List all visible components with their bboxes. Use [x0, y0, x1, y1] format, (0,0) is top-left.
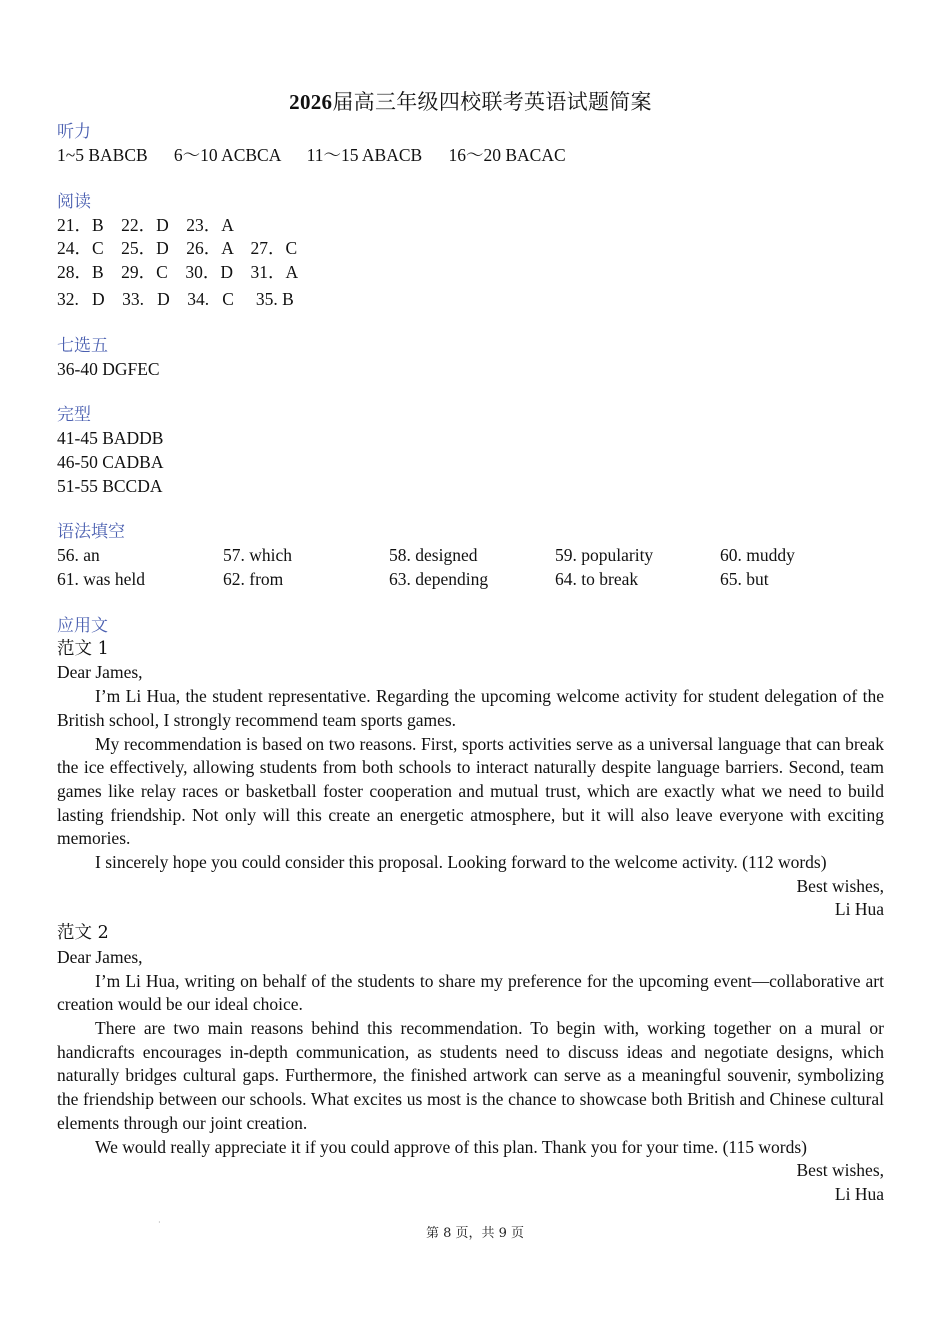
essay-signature: Li Hua — [834, 899, 884, 920]
grammar-item: 64. to break — [555, 569, 639, 590]
reading-heading: 阅读 — [57, 191, 91, 212]
answer-sheet — [57, 88, 884, 1207]
essay-label: 范文 1 — [57, 638, 109, 659]
essay-paragraph: I’m Li Hua, the student representative. Regarding the upcoming welcome activity for student delegation of the British school, I strongly recommend team sports games. — [57, 686, 884, 730]
listening-heading: 听力 — [57, 122, 91, 142]
essay-signature: Li Hua — [834, 1183, 884, 1204]
stray-dot: · — [158, 1218, 161, 1227]
essay-greeting: Dear James, — [57, 946, 143, 967]
cloze-answers-2: 46-50 CADBA — [57, 451, 164, 472]
grammar-answers — [57, 544, 884, 591]
cloze-heading: 完型 — [57, 405, 91, 426]
essay-label: 范文 2 — [57, 923, 109, 944]
page-title — [57, 88, 884, 116]
grammar-heading: 语法填空 — [57, 522, 125, 543]
grammar-item: 60. muddy — [720, 545, 795, 566]
writing-heading: 应用文 — [57, 615, 108, 636]
grammar-item: 61. was held — [57, 569, 145, 590]
essay-closing: Best wishes, — [796, 1160, 884, 1181]
seven-five-heading: 七选五 — [57, 335, 108, 356]
page-footer: 第 8 页，共 9 页 — [425, 1226, 525, 1241]
essay-paragraph: We would really appreciate it if you could approve of this plan. Thank you for your time. (115 words) — [95, 1136, 808, 1157]
essay-paragraph: I’m Li Hua, writing on behalf of the students to share my preference for the upcoming event—collaborative art creation would be our ideal choice. — [57, 970, 884, 1015]
grammar-item: 56. an — [57, 545, 100, 566]
cloze-answers-1: 41-45 BADDB — [57, 428, 164, 449]
essay-closing: Best wishes, — [796, 875, 884, 896]
grammar-item: 57. which — [223, 545, 293, 566]
listening-answers: 1~5 BABCB 6～10 ACBCA 11～15 ABACB 16～20 BACAC — [57, 145, 566, 165]
reading-answers-3: 28．B 29．C 30．D 31．A — [57, 262, 299, 283]
title-text: 届高三年级四校联考英语试题简案 — [332, 90, 652, 114]
grammar-item: 65. but — [720, 569, 769, 590]
grammar-item: 58. designed — [389, 545, 478, 566]
essay-paragraph: There are two main reasons behind this recommendation. To begin with, working together on a mural or handicrafts encourages in-depth communication, as students need to discuss ideas and negotiate designs, which naturally bridges cultural gaps. Furthermore, the finished artwork can serve as a meaningful souvenir, symbolizing the friendship between our schools. What excites us most is the chance to showcase both British and Chinese cultural elements through our joint creation. — [57, 1017, 884, 1133]
essay-1 — [57, 638, 884, 922]
essay-greeting: Dear James, — [57, 662, 143, 683]
reading-answers-2: 24．C 25．D 26．A 27．C — [57, 238, 298, 259]
reading-answers-1: 21．B 22．D 23．A — [57, 214, 234, 235]
essay-2 — [57, 922, 884, 1206]
grammar-item: 62. from — [223, 569, 284, 590]
reading-answers-4: 32. D 33. D 34. C 35. B — [57, 288, 294, 309]
seven-five-answers: 36-40 DGFEC — [57, 358, 160, 379]
essay-paragraph: I sincerely hope you could consider this proposal. Looking forward to the welcome activity. (112 words) — [95, 852, 827, 873]
cloze-answers-3: 51-55 BCCDA — [57, 475, 163, 496]
grammar-item: 59. popularity — [555, 545, 654, 566]
essay-paragraph: My recommendation is based on two reasons. First, sports activities serve as a universal language that can break the ice effectively, allowing students from both schools to interact naturally despite language barriers. Second, team games like relay races or basketball foster cooperation and mutual trust, which are exactly what we need to build lasting friendship. Not only will this create an energetic atmosphere, but it will also leave everyone with exciting memories. — [57, 733, 884, 849]
title-year: 2026 — [289, 90, 333, 114]
grammar-item: 63. depending — [389, 569, 489, 590]
